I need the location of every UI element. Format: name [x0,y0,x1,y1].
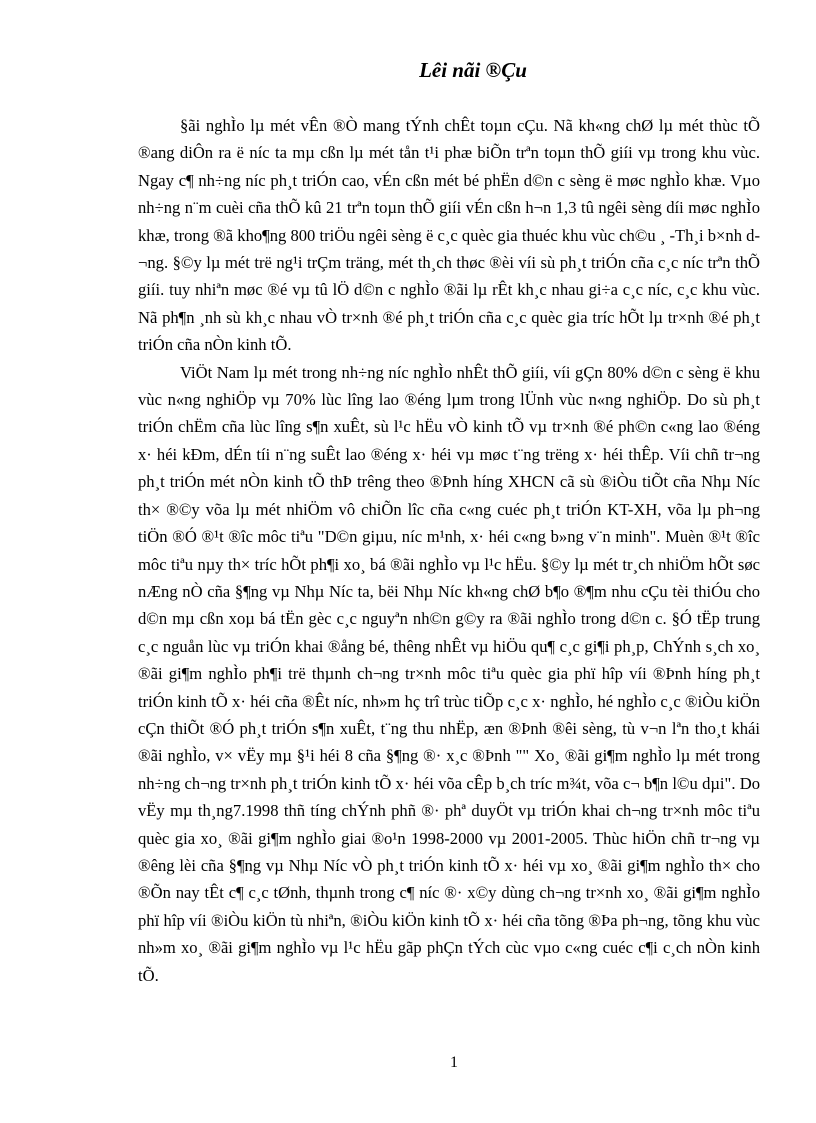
paragraph-2: ViÖt Nam lµ mét trong nh÷ng níc nghÌo nhÊt thÕ giíi, víi gÇn 80% d©n c sèng ë khu vùc n«ng nghiÖp vµ 70% lùc lîng lao ®éng lµm trong lÜnh vùc n«ng nghiÖp. Do sù ph¸t triÓn chËm cña lùc lîng s¶n xuÊt, sù l¹c hËu vÒ kinh tÕ vµ tr×nh ®é ph©n c«ng lao ®éng x· héi kÐm, dÉn tíi n¨ng suÊt lao ®éng x· héi vµ møc t¨ng trëng x· héi thÊp. Víi chñ tr¬ng ph¸t triÓn mét nÒn kinh tÕ thÞ trêng theo ®Þnh híng XHCN cã sù ®iÒu tiÕt cña Nhµ Níc th× ®©y võa lµ mét nhiÖm vô chiÕn lîc cña c«ng cuéc ph¸t triÓn KT-XH, võa lµ ph¬ng tiÖn ®Ó ®¹t ®îc môc tiªu "D©n giµu, níc m¹nh, x· héi c«ng b»ng v¨n minh". Muèn ®¹t ®îc môc tiªu nµy th× tríc hÕt ph¶i xo¸ bá ®ãi nghÌo vµ l¹c hËu. §©y lµ mét tr¸ch nhiÖm hÕt søc nÆng nÒ cña §¶ng vµ Nhµ Níc ta, bëi Nhµ Níc kh«ng chØ b¶o ®¶m nhu cÇu tèi thiÓu cho d©n mµ cßn xoµ bá tËn gèc c¸c nguyªn nh©n g©y ra ®ãi nghÌo trong d©n c. §Ó tËp trung c¸c nguån lùc vµ triÓn khai ®ång bé, thêng nhÊt vµ hiÖu qu¶ c¸c gi¶i ph¸p, ChÝnh s¸ch xo¸ ®ãi gi¶m nghÌo ph¶i trë thµnh ch¬ng tr×nh môc tiªu quèc gia phï hîp víi ®Þnh híng ph¸t triÓn kinh tÕ x· héi cña ®Êt níc, nh»m hç trî trùc tiÕp c¸c x· nghÌo, hé nghÌo c¸c ®iÒu kiÖn cÇn thiÕt ®Ó ph¸t triÓn s¶n xuÊt, t¨ng thu nhËp, æn ®Þnh ®êi sèng, tù v¬n lªn tho¸t khái ®ãi nghÌo, v× vËy mµ §¹i héi 8 cña §¶ng ®· x¸c ®Þnh "" Xo¸ ®ãi gi¶m nghÌo lµ mét trong nh÷ng ch¬ng tr×nh ph¸t triÓn kinh tÕ x· héi võa cÊp b¸ch tríc m¾t, võa c¬ b¶n l©u dµi". Do vËy mµ th¸ng7.1998 thñ tíng chÝnh phñ ®· phª duyÖt vµ triÓn khai ch¬ng tr×nh môc tiªu quèc gia xo¸ ®ãi gi¶m nghÌo giai ®o¹n 1998-2000 vµ 2001-2005. Thùc hiÖn chñ tr¬ng vµ ®êng lèi cña §¶ng vµ Nhµ Níc vÒ ph¸t triÓn kinh tÕ x· héi vµ xo¸ ®ãi gi¶m nghÌo th× cho ®Õn nay tÊt c¶ c¸c tØnh, thµnh trong c¶ níc ®· x©y dùng ch¬ng tr×nh xo¸ ®ãi gi¶m nghÌo phï hîp víi ®iÒu kiÖn tù nhiªn, ®iÒu kiÖn kinh tÕ x· héi cña tõng ®Þa ph¬ng, tõng khu vùc nh»m xo¸ ®ãi gi¶m nghÌo vµ l¹c hËu gãp phÇn tÝch cùc vµo c«ng cuéc c¶i c¸ch nÒn kinh tÕ. [138,362,760,985]
page-number: 1 [450,1054,458,1071]
page-title: Lêi nãi ®Çu [419,58,527,82]
body-text [138,112,760,989]
paragraph-1: §ãi nghÌo lµ mét vÊn ®Ò mang tÝnh chÊt toµn cÇu. Nã kh«ng chØ lµ mét thùc tÕ ®ang diÔn ra ë níc ta mµ cßn lµ mét tån t¹i phæ biÕn trªn toµn thÕ giíi vµ trong khu vùc. Ngay c¶ nh÷ng níc ph¸t triÓn cao, vÉn cßn mét bé phËn d©n c sèng ë møc nghÌo khæ. Vµo nh÷ng n¨m cuèi cña thÕ kû 21 trªn toµn thÕ giíi vÉn cßn h¬n 1,3 tû ngêi sèng díi møc nghÌo khæ, trong ®ã kho¶ng 800 triÖu ngêi sèng ë c¸c quèc gia thuéc khu vùc ch©u ¸ -Th¸i b×nh d¬ng. §©y lµ mét trë ng¹i trÇm träng, mét th¸ch thøc ®èi víi sù ph¸t triÓn cña c¸c níc trªn thÕ giíi. tuy nhiªn møc ®é vµ tû lÖ d©n c nghÌo ®ãi lµ rÊt kh¸c nhau gi÷a c¸c níc, c¸c khu vùc. Nã ph¶n ¸nh sù kh¸c nhau vÒ tr×nh ®é ph¸t triÓn cña c¸c quèc gia tríc hÕt lµ tr×nh ®é ph¸t triÓn cña nÒn kinh tÕ. [138,116,760,355]
